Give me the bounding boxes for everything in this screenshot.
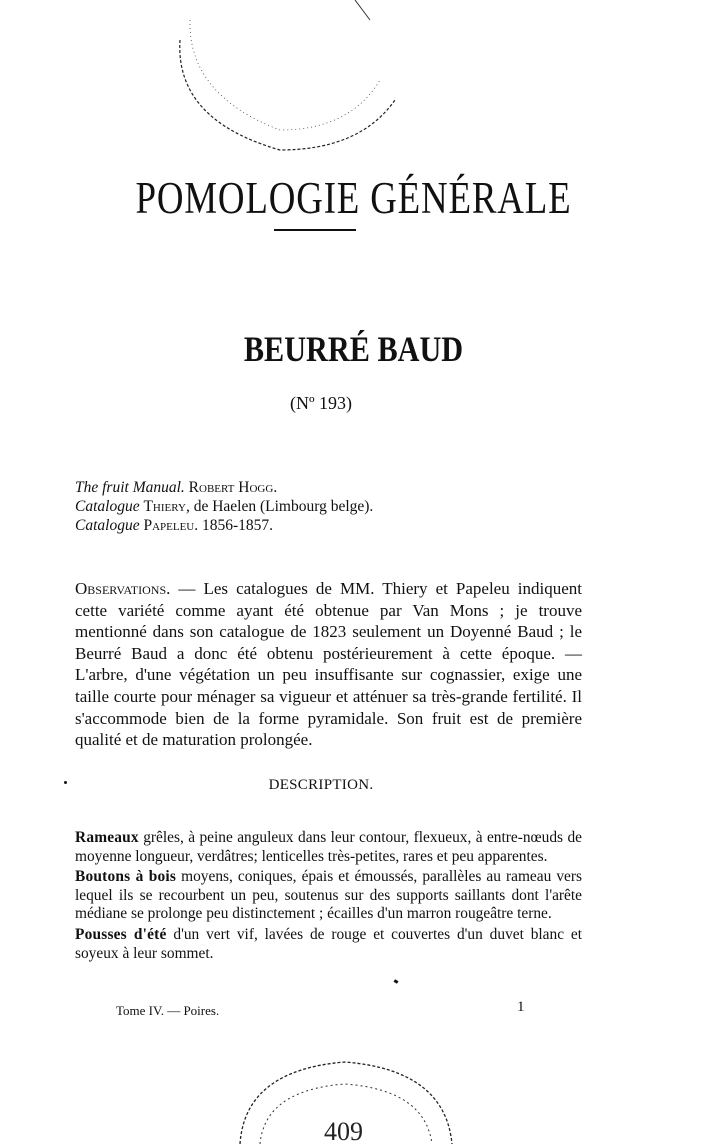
library-stamp-bottom [220,1050,470,1144]
variety-number: (Nº 193) [289,393,353,413]
reference-item: The fruit Manual. Robert Hogg. [75,479,278,496]
description-heading: DESCRIPTION. [268,777,374,793]
variety-name: BEURRÉ BAUD [243,328,464,369]
observations-label: Observations. [75,579,171,598]
page-number: 1 [517,999,525,1015]
stamp-number: 409 [324,1117,363,1144]
footer-volume: Tome IV. — Poires. [116,1003,220,1018]
title-rule [274,229,356,231]
book-title: POMOLOGIE GÉNÉRALE [135,173,572,224]
reference-item: Catalogue Papeleu. 1856-1857. [75,517,274,534]
print-mark [394,979,399,984]
observations-paragraph [75,578,582,751]
observations-text: — Les catalogues de MM. Thiery et Papeleu indiquent cette variété comme ayant été obtenue par Van Mons ; je trouve mentionné dans son catalogue de 1823 seulement un Doyenné Baud ; le Beurré Baud a donc été obtenu postérieurement à cette époque. — L'arbre, d'une végétation un peu insuffisante sur cognassier, exige une taille courte pour ménager sa vigueur et atténuer sa très-grande fertilité. Il s'accommode bien de la forme pyramidale. Son fruit est de première qualité et de maturation prolongée. [75,579,582,750]
description-section [75,829,582,965]
library-stamp-top [170,0,400,160]
references-list [75,478,373,535]
description-item: Rameaux grêles, à peine anguleux dans leur contour, flexueux, à entre-nœuds de moyenne longueur, verdâtres; lenticelles très-petites, rares et peu apparentes. [75,829,582,865]
reference-item: Catalogue Thiery, de Haelen (Limbourg belge). [75,498,374,515]
description-item: Pousses d'été d'un vert vif, lavées de rouge et couvertes d'un duvet blanc et soyeux à leur sommet. [75,925,582,962]
description-item: Boutons à bois moyens, coniques, épais et émoussés, parallèles au rameau vers lequel ils se recourbent un peu, soutenus sur des supports saillants dont l'arête médiane se prolonge peu distinctement ; écailles d'un marron rougeâtre terne. [75,868,582,923]
